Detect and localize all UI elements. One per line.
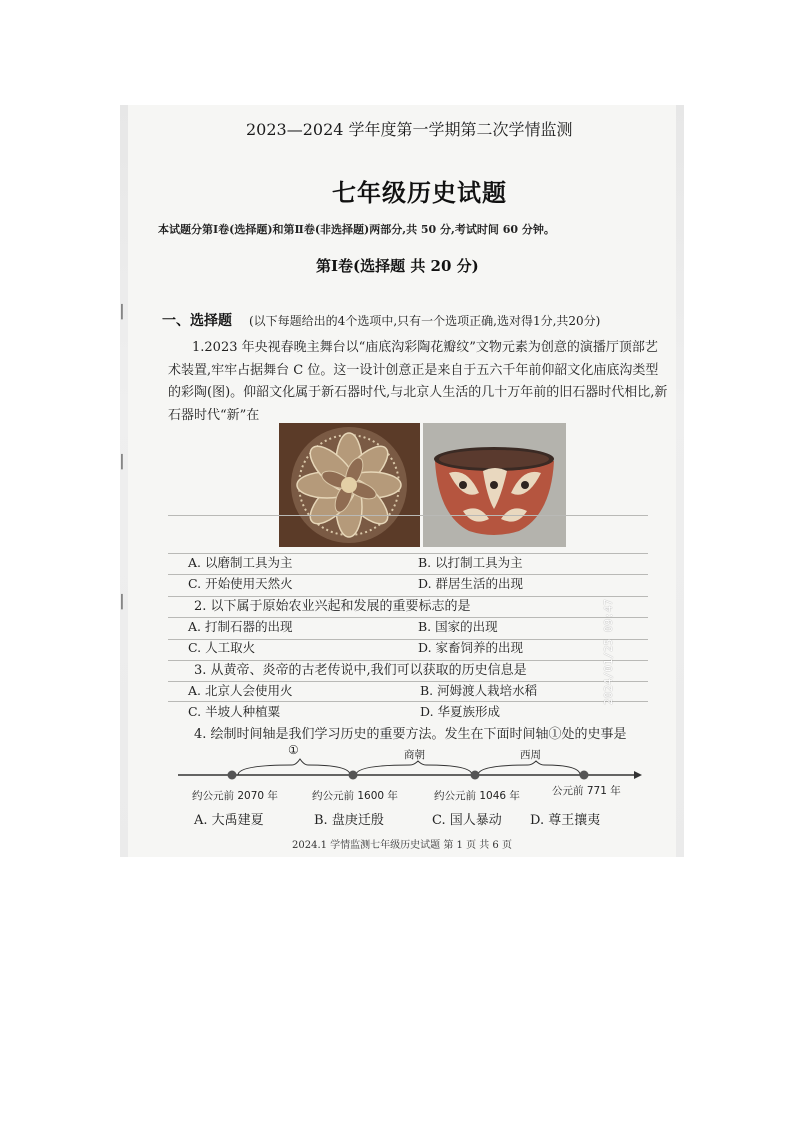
photo-timestamp: 2024/01/25 09:47 <box>602 599 615 705</box>
ghost-rule <box>168 515 648 516</box>
q1-option-d[interactable]: D. 群居生活的出现 <box>418 576 524 591</box>
timeline-date-3: 约公元前 1046 年 <box>434 790 520 802</box>
timeline-circle-label: ① <box>288 743 299 757</box>
q3-option-b[interactable]: B. 河姆渡人栽培水稻 <box>420 683 538 698</box>
q4-option-b[interactable]: B. 盘庚迁殷 <box>314 813 384 828</box>
document-photo <box>120 105 684 857</box>
painted-pottery-bowl-image <box>423 423 566 547</box>
q2-option-d[interactable]: D. 家畜饲养的出现 <box>418 640 524 655</box>
q2-option-a[interactable]: A. 打制石器的出现 <box>188 619 293 634</box>
section-title: 一、选择题 <box>162 313 232 329</box>
q2-option-b[interactable]: B. 国家的出现 <box>418 619 498 634</box>
q3-option-c[interactable]: C. 半坡人种植粟 <box>188 704 281 719</box>
timeline-node <box>580 771 589 780</box>
exam-instructions: 本试题分第Ⅰ卷(选择题)和第Ⅱ卷(非选择题)两部分,共 50 分,考试时间 60 分钟。 <box>158 223 555 236</box>
exam-sheet <box>128 105 676 857</box>
timeline-node <box>228 771 237 780</box>
binding-margin-mark: │ <box>118 305 126 320</box>
q4-option-a[interactable]: A. 大禹建夏 <box>194 813 264 828</box>
part-one-title: 第Ⅰ卷(选择题 共 20 分) <box>316 257 479 275</box>
subject-title: 七年级历史试题 <box>332 178 507 207</box>
question-2-text: 2. 以下属于原始农业兴起和发展的重要标志的是 <box>194 599 471 614</box>
binding-margin-mark: │ <box>118 595 126 610</box>
page-footer: 2024.1 学情监测七年级历史试题 第 1 页 共 6 页 <box>292 840 512 851</box>
q1-option-b[interactable]: B. 以打制工具为主 <box>418 555 523 570</box>
timeline-date-1: 约公元前 2070 年 <box>192 790 278 802</box>
binding-margin-mark: │ <box>118 455 126 470</box>
section-note: (以下每题给出的4个选项中,只有一个选项正确,选对得1分,共20分) <box>249 314 601 328</box>
exam-title: 2023—2024 学年度第一学期第二次学情监测 <box>246 120 573 139</box>
q4-option-d[interactable]: D. 尊王攘夷 <box>530 813 601 828</box>
timeline-era-shang: 商朝 <box>404 749 425 761</box>
q3-option-d[interactable]: D. 华夏族形成 <box>420 704 501 719</box>
pottery-petal-pattern-image <box>279 423 420 547</box>
timeline-era-west-zhou: 西周 <box>520 749 541 761</box>
timeline-node <box>349 771 358 780</box>
question-4-text: 4. 绘制时间轴是我们学习历史的重要方法。发生在下面时间轴①处的史事是 <box>194 727 627 742</box>
timeline-date-2: 约公元前 1600 年 <box>312 790 398 802</box>
q2-option-c[interactable]: C. 人工取火 <box>188 640 256 655</box>
q3-option-a[interactable]: A. 北京人会使用火 <box>188 683 293 698</box>
timeline-date-4: 公元前 771 年 <box>552 785 621 797</box>
question-1-text: 1.2023 年央视春晚主舞台以“庙底沟彩陶花瓣纹”文物元素为创意的演播厅顶部艺术装置,牢牢占据舞台 C 位。这一设计创意正是来自于五六千年前仰韶文化庙底沟类型的彩陶(图)。仰韶文化属于新石器时代,与北京人生活的几十万年前的旧石器时代相比,新石器时代“新”在 <box>168 340 668 423</box>
q1-option-a[interactable]: A. 以磨制工具为主 <box>188 555 293 570</box>
q1-option-c[interactable]: C. 开始使用天然火 <box>188 576 293 591</box>
timeline-node <box>471 771 480 780</box>
q4-option-c[interactable]: C. 国人暴动 <box>432 813 502 828</box>
question-3-text: 3. 从黄帝、炎帝的古老传说中,我们可以获取的历史信息是 <box>194 663 527 678</box>
